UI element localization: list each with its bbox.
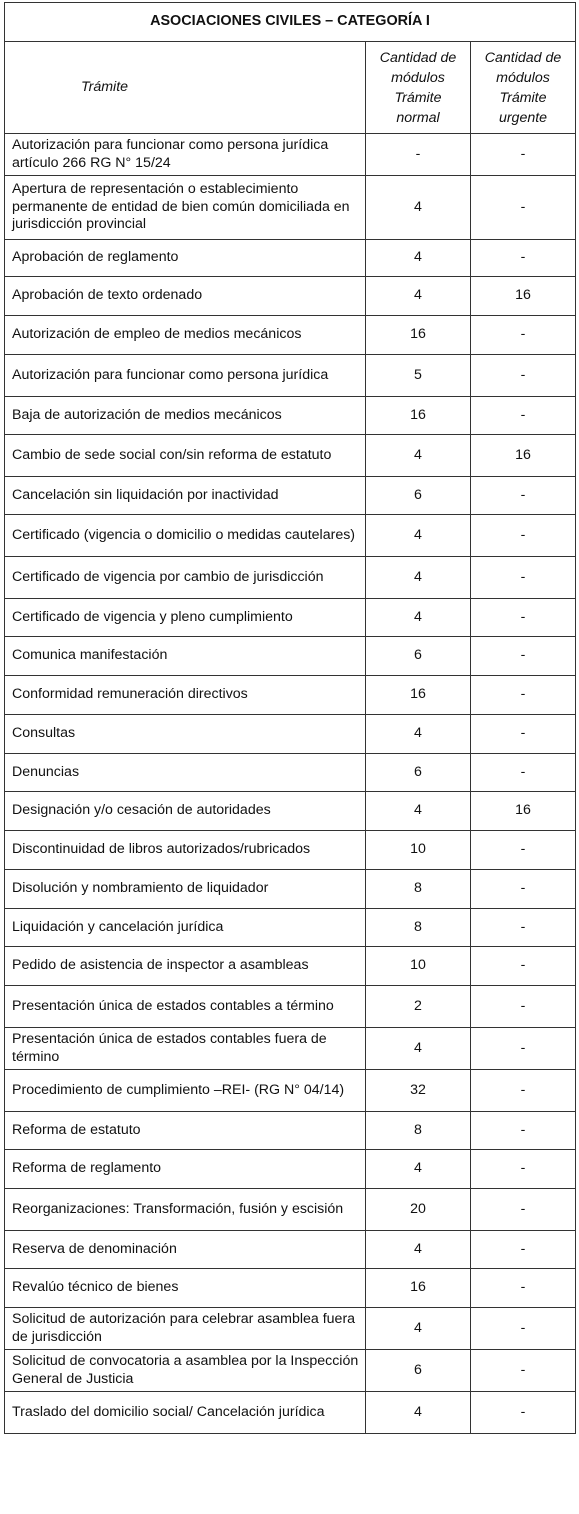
column-header-urgente: Cantidad de módulos Trámite urgente — [471, 42, 576, 134]
normal-modules-cell: 16 — [366, 397, 471, 435]
tramite-cell: Revalúo técnico de bienes — [5, 1269, 366, 1308]
table-row — [5, 715, 576, 754]
table-row — [5, 316, 576, 355]
normal-modules-cell: 4 — [366, 1028, 471, 1070]
tramite-cell: Traslado del domicilio social/ Cancelación jurídica — [5, 1392, 366, 1434]
urgent-modules-cell: - — [471, 754, 576, 792]
table-title: ASOCIACIONES CIVILES – CATEGORÍA I — [5, 3, 576, 42]
table-header-row — [5, 42, 576, 134]
table-row — [5, 1070, 576, 1112]
tramite-cell: Denuncias — [5, 754, 366, 792]
urgent-modules-cell: - — [471, 870, 576, 909]
table-row — [5, 754, 576, 792]
table-row — [5, 1150, 576, 1189]
tramite-cell: Aprobación de reglamento — [5, 240, 366, 277]
normal-modules-cell: 4 — [366, 1231, 471, 1269]
table-row — [5, 831, 576, 870]
tramite-cell: Certificado de vigencia por cambio de jurisdicción — [5, 557, 366, 599]
urgent-modules-cell: - — [471, 947, 576, 986]
tramite-cell: Apertura de representación o establecimiento permanente de entidad de bien común domiciliada en jurisdicción provincial — [5, 176, 366, 240]
table-row — [5, 947, 576, 986]
table-row — [5, 1392, 576, 1434]
normal-modules-cell: 16 — [366, 1269, 471, 1308]
table-row — [5, 1028, 576, 1070]
tramite-cell: Autorización para funcionar como persona jurídica — [5, 355, 366, 397]
tramite-cell: Solicitud de autorización para celebrar asamblea fuera de jurisdicción — [5, 1308, 366, 1350]
urgent-modules-cell: - — [471, 134, 576, 176]
urgent-modules-cell: - — [471, 316, 576, 355]
urgent-modules-cell: 16 — [471, 435, 576, 477]
urgent-modules-cell: - — [471, 909, 576, 947]
normal-modules-cell: 10 — [366, 947, 471, 986]
normal-modules-cell: 4 — [366, 1392, 471, 1434]
tramite-cell: Autorización de empleo de medios mecánicos — [5, 316, 366, 355]
fees-table — [4, 2, 576, 1434]
normal-modules-cell: 4 — [366, 715, 471, 754]
tramite-cell: Certificado (vigencia o domicilio o medidas cautelares) — [5, 515, 366, 557]
tramite-cell: Pedido de asistencia de inspector a asambleas — [5, 947, 366, 986]
tramite-cell: Liquidación y cancelación jurídica — [5, 909, 366, 947]
urgent-modules-cell: - — [471, 1028, 576, 1070]
normal-modules-cell: 2 — [366, 986, 471, 1028]
table-row — [5, 397, 576, 435]
normal-modules-cell: 16 — [366, 676, 471, 715]
urgent-modules-cell: - — [471, 676, 576, 715]
table-row — [5, 176, 576, 240]
tramite-cell: Reforma de reglamento — [5, 1150, 366, 1189]
tramite-cell: Reserva de denominación — [5, 1231, 366, 1269]
table-row — [5, 477, 576, 515]
tramite-cell: Aprobación de texto ordenado — [5, 277, 366, 316]
normal-modules-cell: 10 — [366, 831, 471, 870]
urgent-modules-cell: - — [471, 1269, 576, 1308]
urgent-modules-cell: - — [471, 1112, 576, 1150]
table-row — [5, 1231, 576, 1269]
normal-modules-cell: - — [366, 134, 471, 176]
tramite-cell: Procedimiento de cumplimiento –REI- (RG N° 04/14) — [5, 1070, 366, 1112]
normal-modules-cell: 8 — [366, 909, 471, 947]
urgent-modules-cell: - — [471, 831, 576, 870]
column-header-tramite: Trámite — [5, 42, 366, 134]
table-row — [5, 637, 576, 676]
table-row — [5, 1308, 576, 1350]
tramite-cell: Cancelación sin liquidación por inactividad — [5, 477, 366, 515]
tramite-cell: Presentación única de estados contables a término — [5, 986, 366, 1028]
table-row — [5, 676, 576, 715]
normal-modules-cell: 4 — [366, 435, 471, 477]
urgent-modules-cell: - — [471, 176, 576, 240]
urgent-modules-cell: - — [471, 1350, 576, 1392]
table-row — [5, 134, 576, 176]
normal-modules-cell: 4 — [366, 240, 471, 277]
normal-modules-cell: 6 — [366, 754, 471, 792]
table-row — [5, 1189, 576, 1231]
normal-modules-cell: 4 — [366, 599, 471, 637]
normal-modules-cell: 32 — [366, 1070, 471, 1112]
tramite-cell: Conformidad remuneración directivos — [5, 676, 366, 715]
urgent-modules-cell: - — [471, 557, 576, 599]
normal-modules-cell: 4 — [366, 557, 471, 599]
table-row — [5, 277, 576, 316]
urgent-modules-cell: - — [471, 477, 576, 515]
urgent-modules-cell: - — [471, 986, 576, 1028]
table-row — [5, 557, 576, 599]
tramite-cell: Cambio de sede social con/sin reforma de estatuto — [5, 435, 366, 477]
tramite-cell: Disolución y nombramiento de liquidador — [5, 870, 366, 909]
tramite-cell: Certificado de vigencia y pleno cumplimiento — [5, 599, 366, 637]
urgent-modules-cell: - — [471, 1392, 576, 1434]
tramite-cell: Designación y/o cesación de autoridades — [5, 792, 366, 831]
tramite-cell: Baja de autorización de medios mecánicos — [5, 397, 366, 435]
table-row — [5, 986, 576, 1028]
table-row — [5, 515, 576, 557]
urgent-modules-cell: - — [471, 599, 576, 637]
tramite-cell: Comunica manifestación — [5, 637, 366, 676]
normal-modules-cell: 8 — [366, 870, 471, 909]
urgent-modules-cell: - — [471, 515, 576, 557]
urgent-modules-cell: 16 — [471, 792, 576, 831]
tramite-cell: Solicitud de convocatoria a asamblea por la Inspección General de Justicia — [5, 1350, 366, 1392]
normal-modules-cell: 20 — [366, 1189, 471, 1231]
table-row — [5, 1112, 576, 1150]
table-row — [5, 355, 576, 397]
table-row — [5, 909, 576, 947]
normal-modules-cell: 6 — [366, 1350, 471, 1392]
normal-modules-cell: 4 — [366, 792, 471, 831]
urgent-modules-cell: - — [471, 637, 576, 676]
urgent-modules-cell: - — [471, 1308, 576, 1350]
table-row — [5, 435, 576, 477]
urgent-modules-cell: - — [471, 715, 576, 754]
table-title-row — [5, 3, 576, 42]
column-header-normal: Cantidad de módulos Trámite normal — [366, 42, 471, 134]
tramite-cell: Discontinuidad de libros autorizados/rubricados — [5, 831, 366, 870]
tramite-cell: Presentación única de estados contables fuera de término — [5, 1028, 366, 1070]
table-row — [5, 1269, 576, 1308]
tramite-cell: Reforma de estatuto — [5, 1112, 366, 1150]
table-row — [5, 599, 576, 637]
tramite-cell: Autorización para funcionar como persona jurídica artículo 266 RG N° 15/24 — [5, 134, 366, 176]
tramite-cell: Reorganizaciones: Transformación, fusión y escisión — [5, 1189, 366, 1231]
normal-modules-cell: 4 — [366, 176, 471, 240]
urgent-modules-cell: 16 — [471, 277, 576, 316]
urgent-modules-cell: - — [471, 397, 576, 435]
tramite-cell: Consultas — [5, 715, 366, 754]
normal-modules-cell: 6 — [366, 477, 471, 515]
urgent-modules-cell: - — [471, 1189, 576, 1231]
normal-modules-cell: 4 — [366, 1150, 471, 1189]
table-row — [5, 1350, 576, 1392]
table-row — [5, 792, 576, 831]
normal-modules-cell: 6 — [366, 637, 471, 676]
urgent-modules-cell: - — [471, 240, 576, 277]
urgent-modules-cell: - — [471, 355, 576, 397]
urgent-modules-cell: - — [471, 1150, 576, 1189]
normal-modules-cell: 4 — [366, 277, 471, 316]
normal-modules-cell: 4 — [366, 1308, 471, 1350]
normal-modules-cell: 16 — [366, 316, 471, 355]
table-row — [5, 870, 576, 909]
normal-modules-cell: 8 — [366, 1112, 471, 1150]
normal-modules-cell: 4 — [366, 515, 471, 557]
table-row — [5, 240, 576, 277]
urgent-modules-cell: - — [471, 1231, 576, 1269]
urgent-modules-cell: - — [471, 1070, 576, 1112]
normal-modules-cell: 5 — [366, 355, 471, 397]
